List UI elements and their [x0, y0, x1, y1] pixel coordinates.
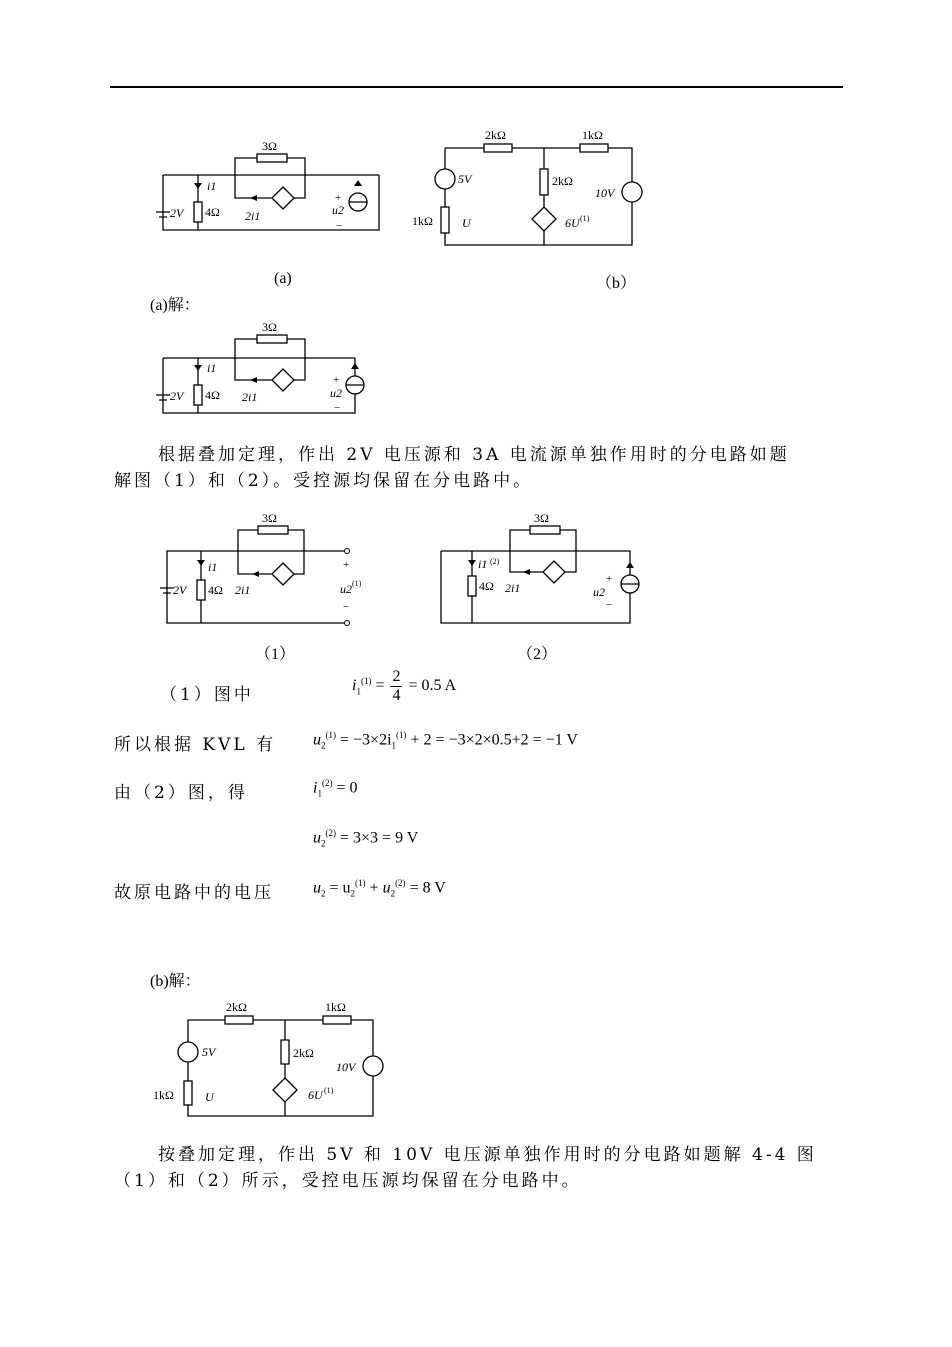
paragraph-2-line-2: （1）和（2）所示，受控电压源均保留在分电路中。 — [114, 1171, 582, 1191]
v10-label: 10V — [336, 1060, 356, 1074]
v2-label: 2V — [170, 206, 184, 220]
eq5-tail: = 8 V — [409, 879, 446, 897]
i1-label: i1 — [207, 179, 217, 193]
eq1-numerator: 2 — [392, 668, 401, 685]
U-label: U — [462, 216, 471, 230]
circuit-sub-2 — [435, 508, 645, 626]
U-label: U — [205, 1090, 214, 1104]
r1k-label: 1kΩ — [325, 1000, 346, 1014]
r2k-mid-label: 2kΩ — [552, 174, 573, 188]
r4-label: 4Ω — [205, 388, 220, 402]
step-1-label: （1）图中 — [160, 685, 254, 705]
u2-label: u2 — [340, 582, 352, 596]
circuit-sub-1 — [150, 508, 370, 626]
r2k-mid-label: 2kΩ — [293, 1046, 314, 1060]
r3-label: 3Ω — [262, 320, 277, 334]
equation-4: $u_2^{(2)} = 3\times 3 = 9$ V — [313, 828, 419, 849]
eq1-rhs: = 0.5 A — [408, 677, 457, 695]
plus-sign: + — [335, 192, 342, 204]
r2k-label: 2kΩ — [226, 1000, 247, 1014]
r4-label: 4Ω — [479, 579, 494, 593]
step-5-label: 故原电路中的电压 — [114, 883, 274, 903]
superscript: (1) — [352, 579, 362, 588]
superscript: (1) — [324, 1086, 334, 1095]
r4-label: 4Ω — [208, 583, 223, 597]
r3-label: 3Ω — [534, 511, 549, 525]
dep-source-label: 2i1 — [235, 583, 251, 597]
minus-sign: − — [336, 220, 343, 232]
minus-sign: − — [334, 402, 341, 414]
i1-label: i1 — [478, 557, 488, 571]
superscript: (2) — [490, 557, 500, 566]
circuit-b — [410, 125, 660, 255]
v5-label: 5V — [202, 1045, 216, 1059]
r1k-label: 1kΩ — [582, 128, 603, 142]
step-3-label: 由（2）图，得 — [114, 783, 248, 803]
eq4-rhs: = 3×3 = 9 V — [340, 829, 419, 847]
eq1-fraction — [390, 668, 402, 705]
caption-b: （b） — [596, 275, 637, 292]
r3-label: 3Ω — [262, 139, 277, 153]
eq2-sup2: (1) — [396, 730, 407, 740]
u2-label: u2 — [593, 585, 605, 599]
caption-a: (a) — [274, 270, 292, 287]
eq4-sup: (2) — [325, 828, 336, 838]
caption-sub-1: （1） — [255, 646, 296, 663]
caption-a-solution: (a)解： — [150, 297, 200, 314]
plus-sign: + — [333, 374, 340, 386]
paragraph-1-line-2: 解图（1）和（2）。受控源均保留在分电路中。 — [114, 471, 534, 491]
eq3-rhs: = 0 — [336, 779, 358, 797]
eq5-sup2: (2) — [395, 878, 406, 888]
plus-sign: + — [606, 573, 613, 585]
eq2-sup: (1) — [325, 730, 336, 740]
minus-sign: − — [606, 599, 613, 611]
step-2-label: 所以根据 KVL 有 — [114, 735, 277, 755]
dep-source-label: 2i1 — [245, 209, 261, 223]
dep-source-label: 6U — [308, 1088, 323, 1102]
header-rule — [110, 86, 843, 88]
dep-source-label: 6U — [565, 216, 580, 230]
v2-label: 2V — [170, 389, 184, 403]
minus-sign: − — [343, 601, 350, 613]
eq5-sup1: (1) — [355, 878, 366, 888]
equation-1: $i_1^{(1)}$ = $\frac{2}{4}$ = 0.5 A — [352, 668, 457, 704]
equation-3: $i_1^{(2)} = 0$ — [313, 778, 358, 799]
v5-label: 5V — [458, 172, 472, 186]
eq3-sup: (2) — [321, 778, 333, 788]
equation-5: $u_2 = u_2^{(1)} + u_2^{(2)} = 8$ V — [313, 878, 446, 899]
dep-source-label: 2i1 — [242, 390, 258, 404]
v2-label: 2V — [173, 583, 187, 597]
eq2-tail: + 2 = −3×2×0.5+2 = −1 V — [410, 731, 578, 749]
equation-2: $u_2^{(1)} = -3\times 2i_1^{(1)} + 2 = -3\times 2\times 0.5+2 = -1$ V — [313, 730, 578, 751]
paragraph-2-line-1: 按叠加定理，作出 5V 和 10V 电压源单独作用时的分电路如题解 4-4 图 — [158, 1145, 817, 1165]
u2-label: u2 — [330, 386, 342, 400]
r2k-label: 2kΩ — [485, 128, 506, 142]
superscript: (1) — [580, 214, 590, 223]
eq1-sup: (1) — [360, 675, 372, 686]
eq5-mid: = u — [329, 879, 351, 897]
r1k-left-label: 1kΩ — [412, 214, 433, 228]
i1-label: i1 — [208, 560, 218, 574]
circuit-a-solution — [150, 315, 390, 430]
r1k-left-label: 1kΩ — [153, 1088, 174, 1102]
plus-sign: + — [343, 559, 350, 571]
caption-sub-2: （2） — [517, 646, 558, 663]
eq1-var: i — [352, 677, 357, 695]
i1-label: i1 — [207, 361, 217, 375]
circuit-b-solution — [148, 995, 388, 1123]
eq1-denominator: 4 — [392, 687, 401, 704]
r3-label: 3Ω — [262, 511, 277, 525]
circuit-a — [150, 130, 390, 250]
u2-label: u2 — [332, 203, 344, 217]
dep-source-label: 2i1 — [505, 581, 521, 595]
eq2-rhs: = −3×2i — [340, 731, 392, 749]
paragraph-1-line-1: 根据叠加定理，作出 2V 电压源和 3A 电流源单独作用时的分电路如题 — [158, 445, 790, 465]
v10-label: 10V — [595, 186, 615, 200]
caption-b-solution: (b)解： — [150, 973, 201, 990]
r4-label: 4Ω — [205, 205, 220, 219]
